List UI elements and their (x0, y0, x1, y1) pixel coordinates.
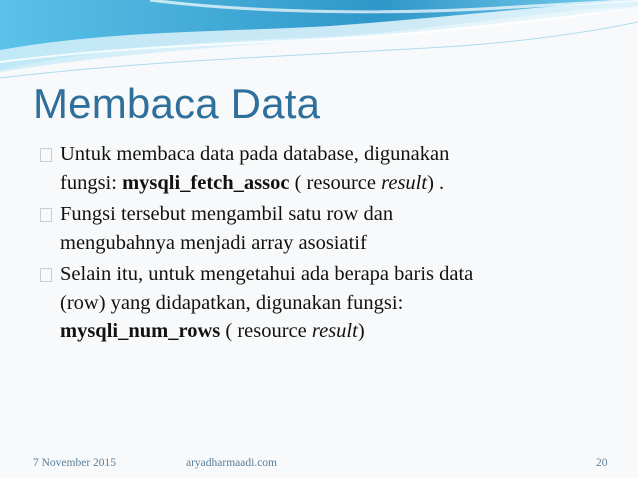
bullet-marker-icon (40, 208, 52, 222)
bullet-item (38, 140, 598, 197)
bullet-text: result (311, 320, 358, 342)
bullet-text: ) (357, 320, 365, 342)
bullet-item (38, 260, 598, 346)
footer-date: 7 November 2015 (33, 457, 117, 469)
bullet-text: ( resource (220, 320, 312, 342)
footer-page-number: 20 (596, 457, 608, 469)
bullet-text: mysqli_num_rows (60, 320, 221, 342)
bullet-marker-icon (40, 268, 52, 282)
bullet-item (38, 200, 598, 257)
bullet-text: fungsi: (60, 171, 123, 194)
bullet-text: mysqli_fetch_assoc (122, 171, 290, 194)
bullet-marker-icon (40, 148, 52, 162)
bullet-text: ) . (427, 171, 445, 194)
bullet-text: Fungsi tersebut mengambil satu row dan (60, 203, 394, 225)
bullet-text: result (381, 171, 428, 194)
footer-site: aryadharmaadi.com (186, 457, 277, 469)
bullet-text: (row) yang didapatkan, digunakan fungsi: (60, 291, 404, 314)
header-wave-banner (0, 0, 638, 80)
bullet-text: mengubahnya menjadi array asosiatif (60, 231, 367, 254)
bullet-text: Untuk membaca data pada database, digunakan (60, 143, 450, 165)
bullet-list (38, 140, 598, 349)
bullet-text: Selain itu, untuk mengetahui ada berapa baris data (60, 263, 474, 285)
slide-title: Membaca Data (33, 80, 321, 127)
bullet-text: ( resource (289, 171, 382, 194)
